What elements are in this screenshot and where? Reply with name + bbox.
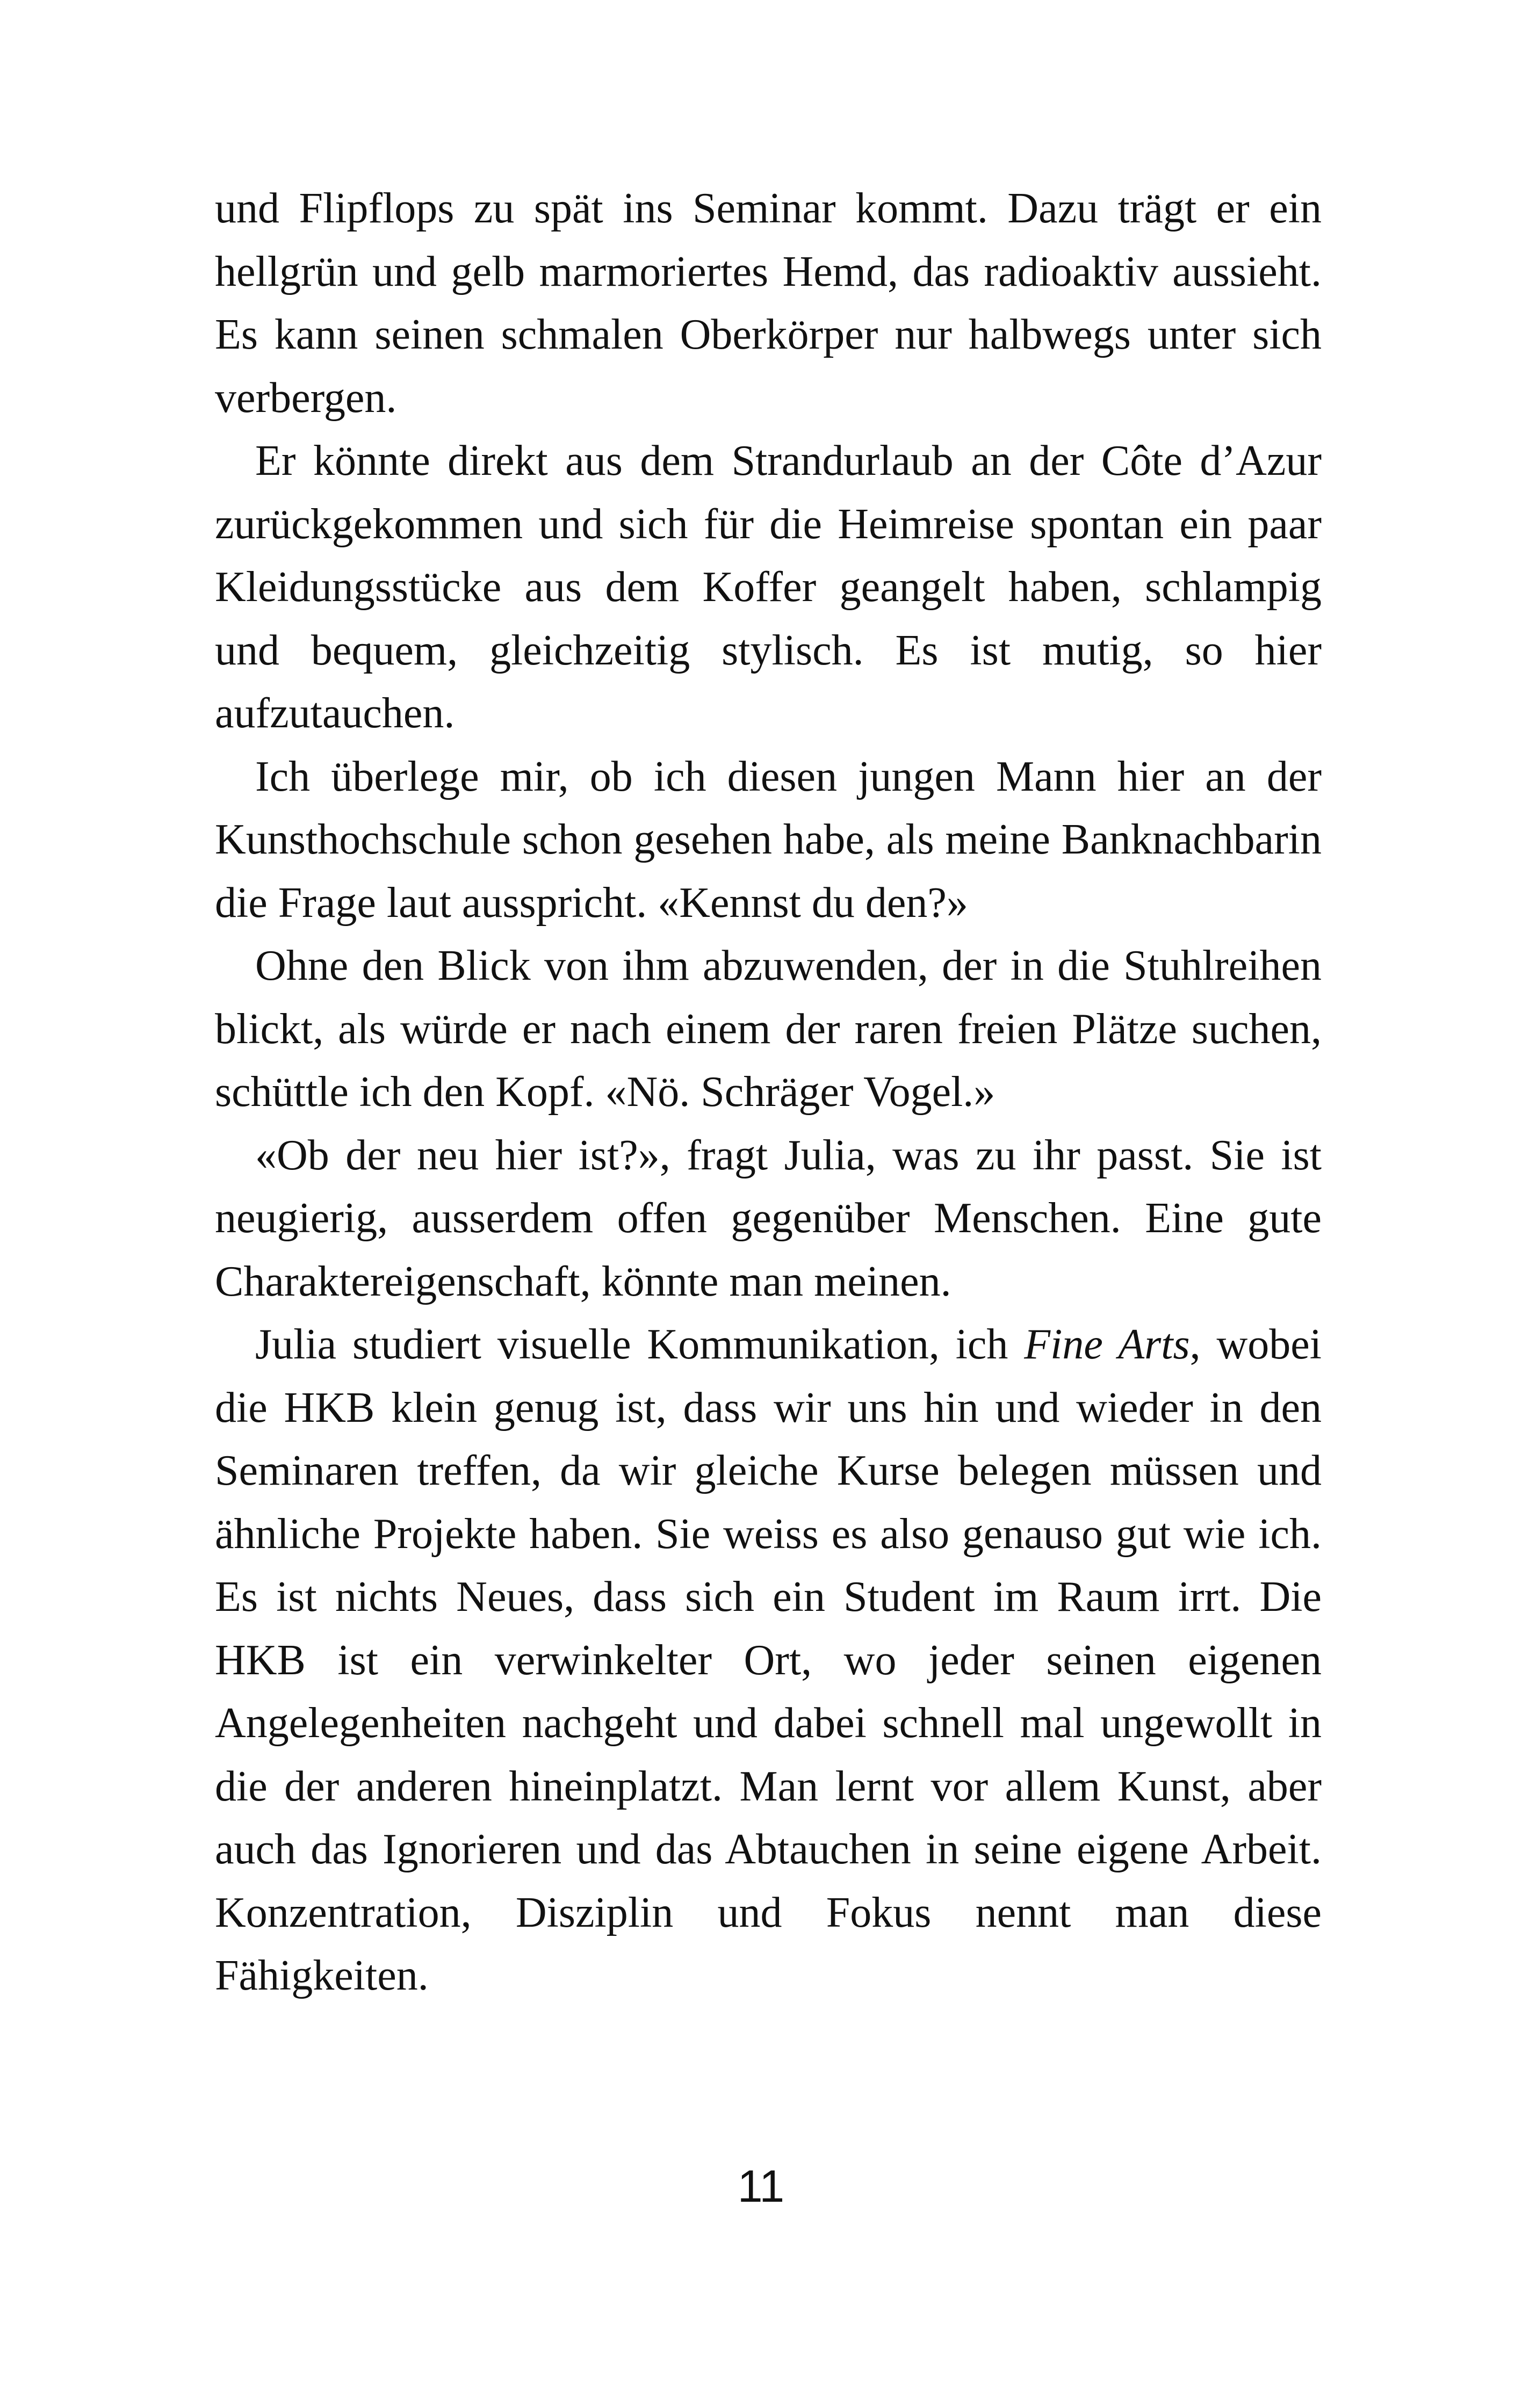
fine-arts-italic: Fine Arts <box>1024 1321 1190 1368</box>
paragraph-2: Er könnte direkt aus dem Strandurlaub an der Côte d’Azur zurückgekommen und sich für die Heimreise spontan ein paar Kleidungsstücke aus dem Koffer geangelt haben, schlampig und bequem, gleichzeitig stylisch. Es ist mutig, so hier aufzutauchen. <box>215 437 1322 737</box>
paragraph-6 <box>215 1313 1322 2008</box>
paragraph-6-lead: Julia studiert visuelle Kommunikation, ich <box>255 1321 1025 1368</box>
paragraph-5: «Ob der neu hier ist?», fragt Julia, was zu ihr passt. Sie ist neugierig, ausserdem offen gegenüber Menschen. Eine gute Charaktereigenschaft, könnte man meinen. <box>215 1131 1322 1305</box>
page-number: 11 <box>737 2161 785 2211</box>
paragraph-6-rest: , wobei die HKB klein genug ist, dass wir uns hin und wieder in den Seminaren treffen, da wir gleiche Kurse belegen müssen und ähnliche Projekte haben. Sie weiss es also genauso gut wie ich. Es ist nichts Neues, dass sich ein Student im Raum irrt. Die HKB ist ein verwinkelter Ort, wo jeder seinen eigenen Angelegenheiten nachgeht und dabei schnell mal ungewollt in die der anderen hineinplatzt. Man lernt vor allem Kunst, aber auch das Ignorieren und das Abtauchen in seine eigene Arbeit. Konzentration, Disziplin und Fokus nennt man diese Fähigkeiten. <box>215 1321 1322 1999</box>
body-text <box>215 177 1322 2008</box>
paragraph-4: Ohne den Blick von ihm abzuwenden, der in die Stuhlreihen blickt, als würde er nach einem der raren freien Plätze suchen, schüttle ich den Kopf. «Nö. Schräger Vogel.» <box>215 942 1322 1116</box>
paragraph-3: Ich überlege mir, ob ich diesen jungen Mann hier an der Kunsthochschule schon gesehen habe, als meine Banknachbarin die Frage laut ausspricht. «Kennst du den?» <box>215 753 1322 927</box>
paragraph-1: und Flipflops zu spät ins Seminar kommt. Dazu trägt er ein hellgrün und gelb marmoriertes Hemd, das radioaktiv aussieht. Es kann seinen schmalen Oberkörper nur halbwegs unter sich verbergen. <box>215 185 1322 422</box>
